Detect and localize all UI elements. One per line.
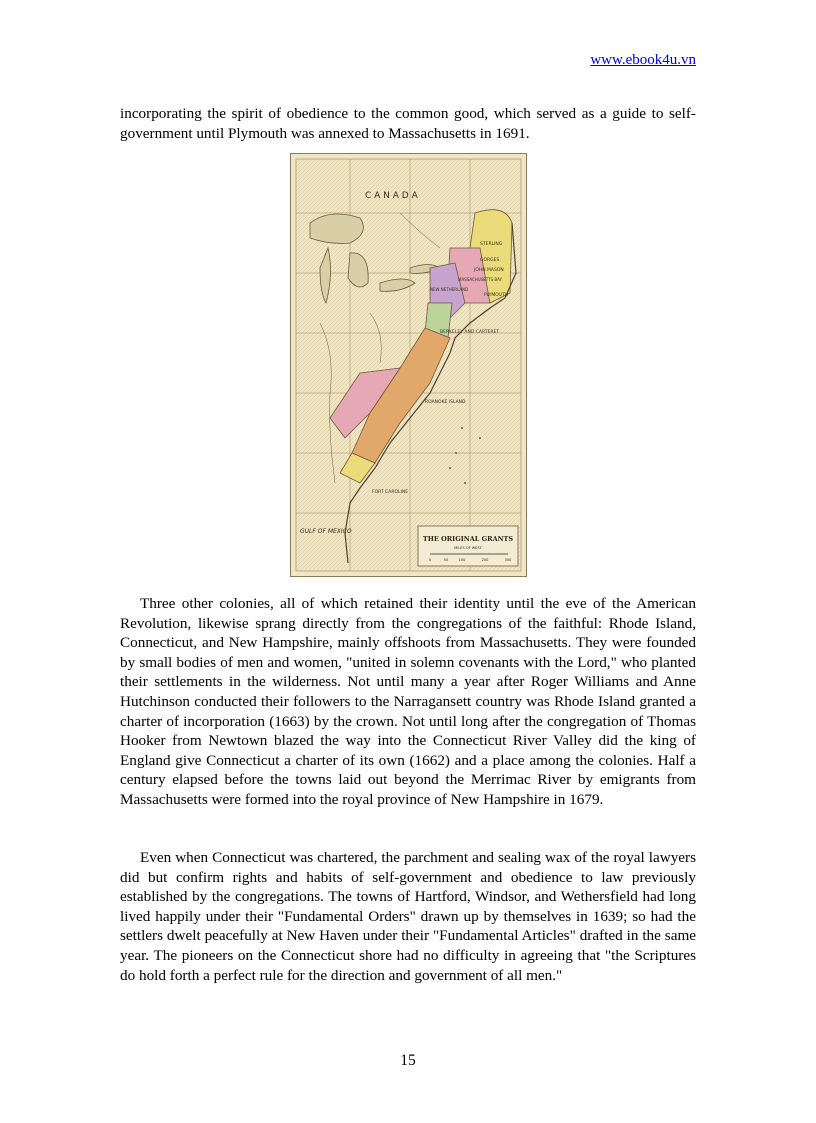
map-label-fort-caroline: FORT CAROLINE [372, 490, 409, 495]
map-label-mason: JOHN MASON [474, 268, 504, 273]
map-scale-tick: 300 [504, 558, 512, 562]
paragraph-1: incorporating the spirit of obedience to the common good, which served as a guide to self-government until Plymouth was annexed to Massachusetts in 1691. [120, 105, 696, 142]
map-label-roanoke: ROANOKE ISLAND [425, 400, 466, 405]
map-scale-tick: 200 [481, 558, 489, 562]
page-number: 15 [400, 1052, 416, 1069]
map-scale-tick: 0 [428, 558, 432, 562]
site-link[interactable]: www.ebook4u.vn [590, 52, 696, 68]
map-label-mass-bay: MASSACHUSETTS BAY [458, 277, 503, 282]
map-label-gulf: GULF OF MEXICO [300, 528, 352, 535]
original-grants-map [290, 153, 527, 577]
map-figure [290, 153, 527, 577]
map-label-plymouth: PLYMOUTH [484, 293, 509, 298]
map-title: THE ORIGINAL GRANTS [422, 535, 514, 543]
map-scale-tick: 50 [443, 558, 449, 562]
map-label-gorges: GORGES [480, 258, 500, 263]
map-label-canada: C A N A D A [365, 191, 418, 201]
map-label-new-netherland: NEW NETHERLAND [430, 287, 469, 292]
paragraph-3: Even when Connecticut was chartered, the parchment and sealing wax of the royal lawyers did but confirm rights and habits of self-government and obedience to law previously established by the congregations. The towns of Hartford, Windsor, and Wethersfield had long lived happily under their "Fundamental Orders" drawn up by themselves in 1639; so had the settlers dwelt peacefully at New Haven under their "Fundamental Articles" drafted in the same year. The pioneers on the Connecticut shore had no difficulty in agreeing that "the Scriptures do hold forth a perfect rule for the direction and government of all men." [120, 849, 696, 984]
map-label-sterling: STERLING [480, 242, 503, 247]
paragraph-2: Three other colonies, all of which retained their identity until the eve of the American Revolution, likewise sprang directly from the congregations of the faithful: Rhode Island, Connecticut, and New Hampshire, mainly offshoots from Massachusetts. They were founded by small bodies of men and women, "united in solemn covenants with the Lord," who planted their settlements in the wilderness. Not until many a year after Roger Williams and Anne Hutchinson conducted their followers to the Narragansett country was Rhode Island granted a charter of incorporation (1663) by the crown. Not until long after the congregation of Thomas Hooker from Newtown blazed the way into the Connecticut River Valley did the king of England give Connecticut a charter of its own (1662) and a place among the colonies. Half a century elapsed before the towns laid out beyond the Merrimac River by emigrants from Massachusetts were formed into the royal province of New Hampshire in 1679. [120, 595, 696, 808]
map-label-berkeley: BERKELEY AND CARTERET [440, 330, 500, 335]
map-scale-label: MILES OF WEST [454, 546, 482, 550]
map-scale-tick: 100 [458, 558, 466, 562]
